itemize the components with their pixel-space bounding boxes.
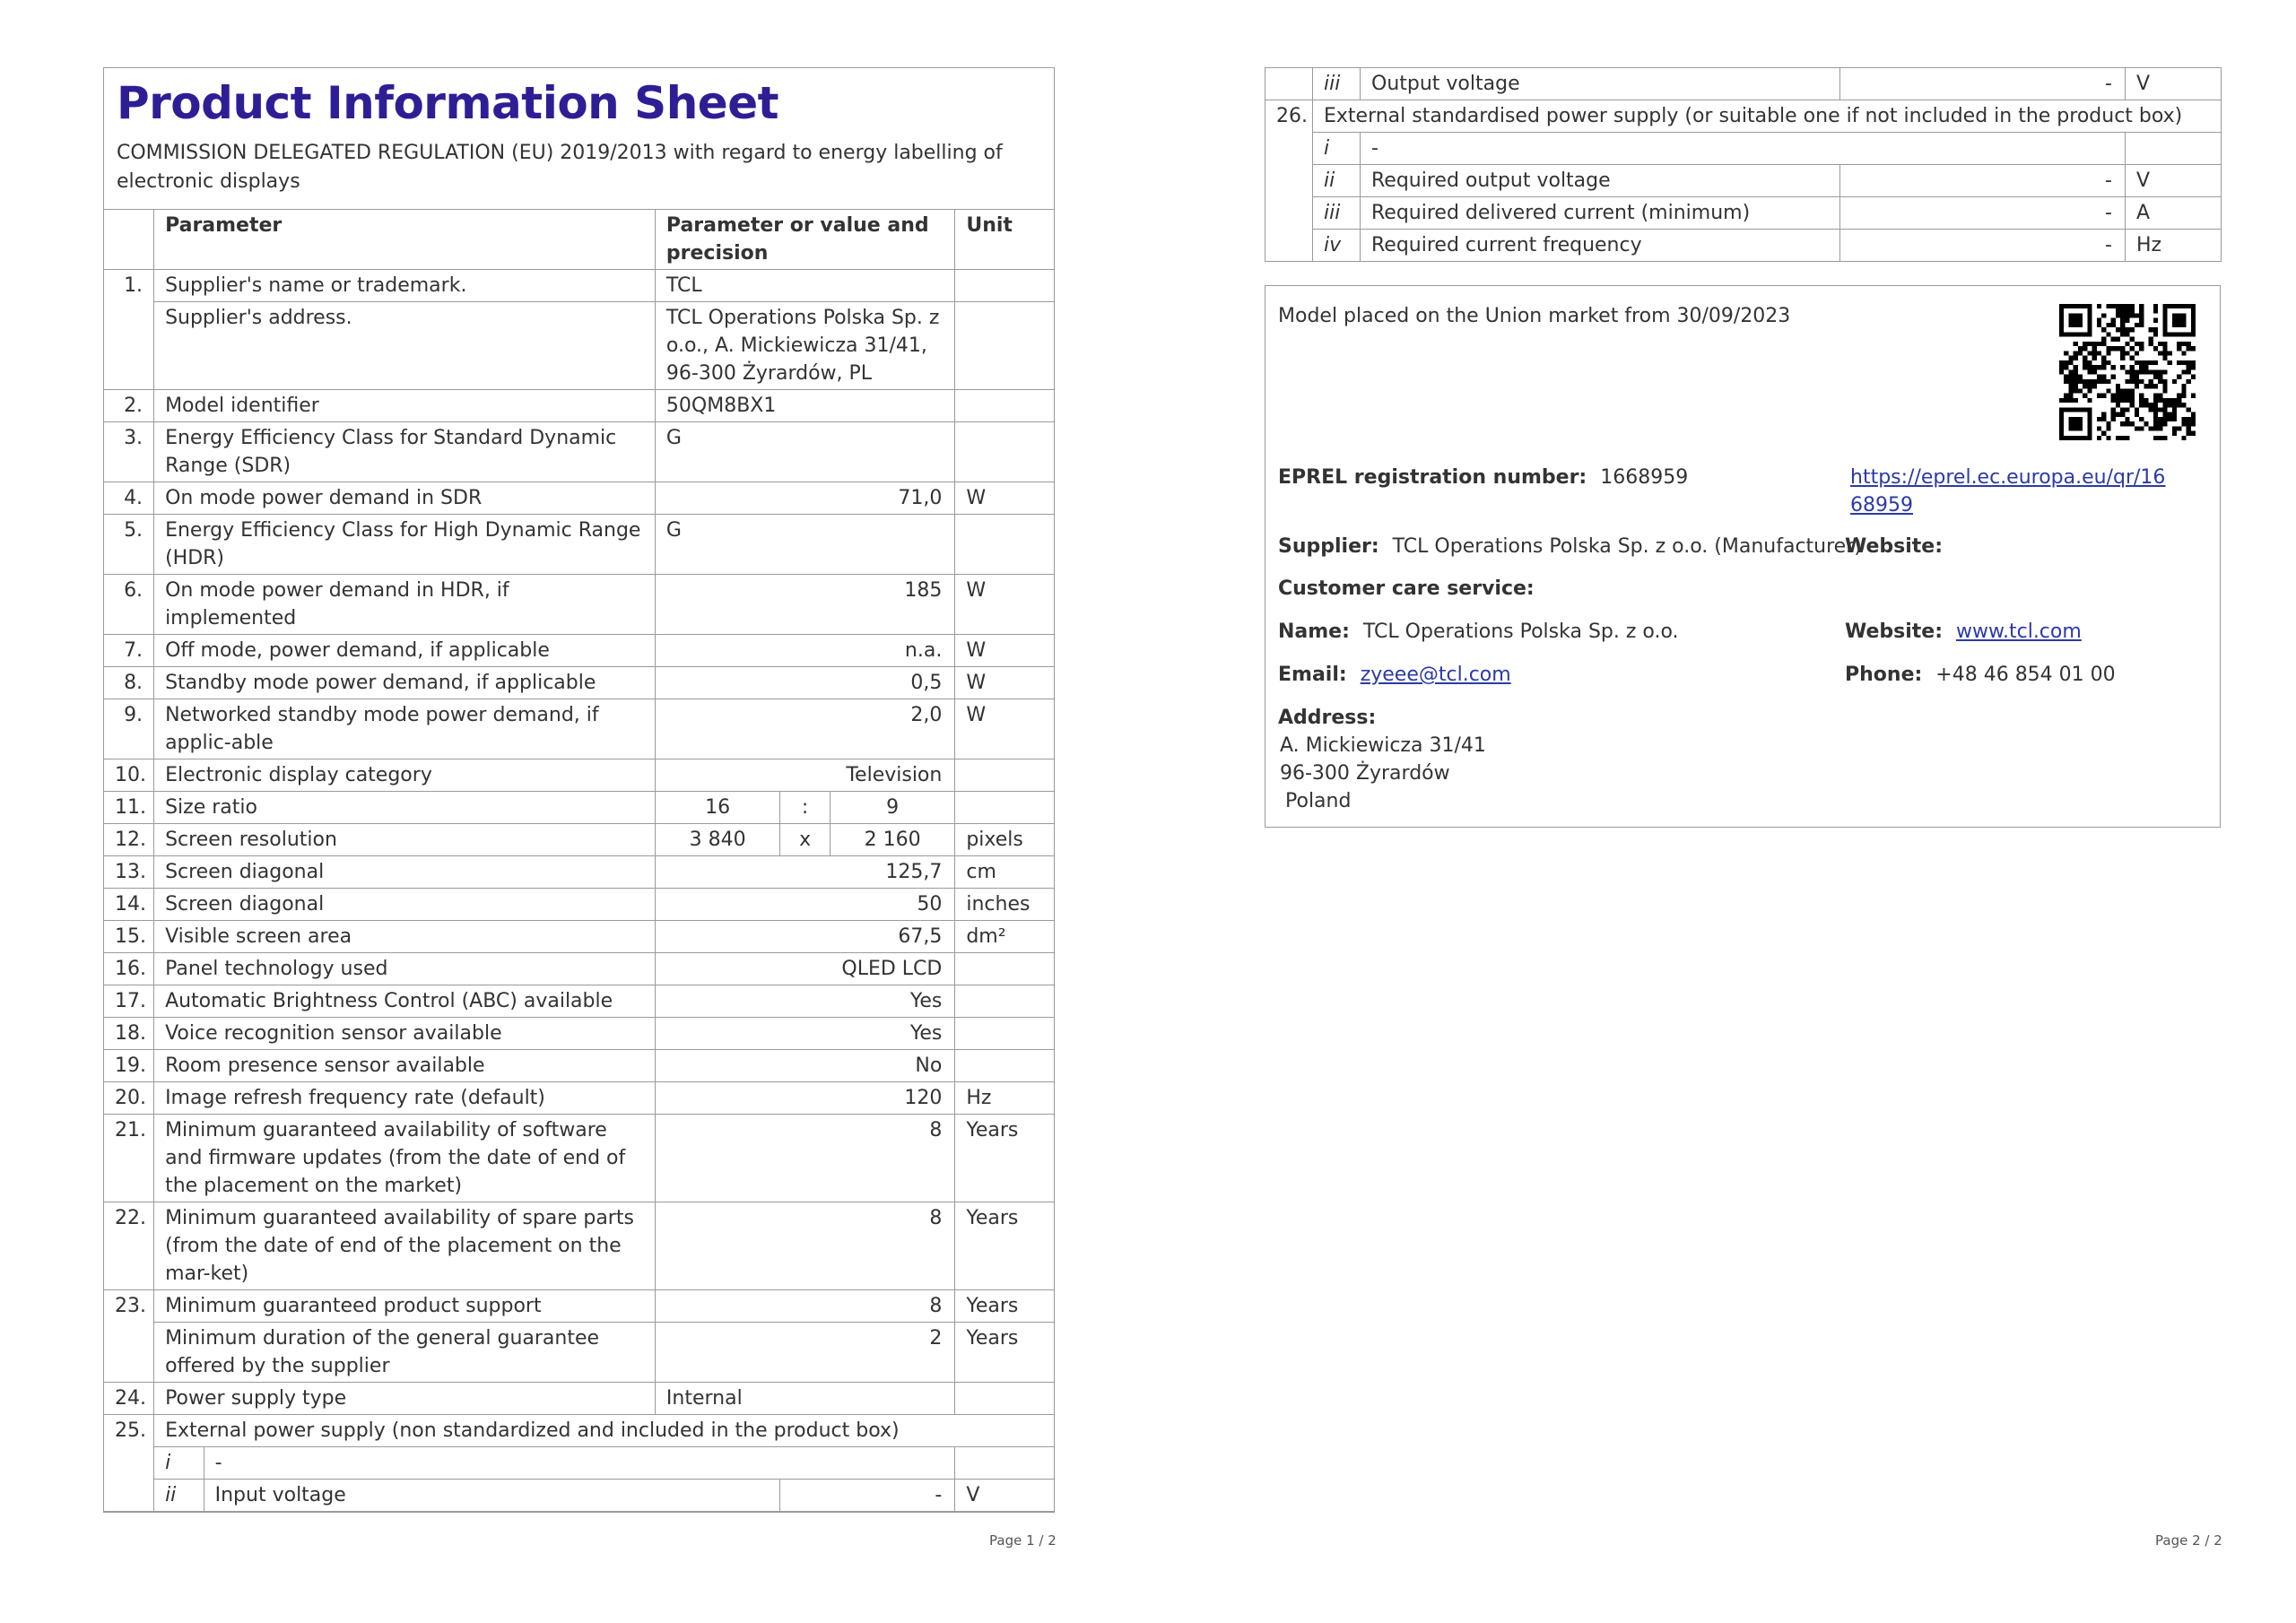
param-value: 2,0 [655, 699, 954, 759]
row-number: 22. [104, 1202, 154, 1289]
parameter-column-header: Parameter [154, 210, 656, 270]
sub-index: iii [1313, 197, 1361, 230]
param-unit: W [955, 482, 1054, 514]
row-number: 16. [104, 952, 154, 985]
table-row [104, 1017, 1054, 1049]
param-label: On mode power demand in SDR [154, 482, 656, 514]
row-number [104, 1322, 154, 1382]
email-link[interactable]: zyeee@tcl.com [1360, 664, 1511, 686]
param-unit [955, 514, 1054, 574]
param-value: TCL [655, 269, 954, 301]
param-value: QLED LCD [655, 952, 954, 985]
number-column-header [104, 210, 154, 270]
table-row [104, 888, 1054, 920]
eprel-info-box [1265, 285, 2221, 828]
sub-index: iii [1313, 68, 1361, 100]
table-row [104, 1479, 1054, 1511]
param-label: Minimum duration of the general guarantee offered by the supplier [154, 1322, 656, 1382]
param-unit [955, 421, 1054, 482]
param-label: Power supply type [154, 1382, 656, 1414]
market-date-text: Model placed on the Union market from 30/09/2023 [1278, 305, 1791, 327]
row-number: 12. [104, 823, 154, 855]
param-label: On mode power demand in HDR, if implemented [154, 574, 656, 634]
table-row [104, 1414, 1054, 1446]
row-number: 3. [104, 421, 154, 482]
qr-code-icon[interactable] [2059, 304, 2196, 440]
param-label: - [1361, 133, 2126, 165]
eprel-link[interactable] [1850, 464, 2191, 519]
param-label: Minimum guaranteed availability of spare parts (from the date of end of the placement on the mar-ket) [154, 1202, 656, 1289]
table-row [104, 920, 1054, 952]
care-website-link[interactable]: www.tcl.com [1956, 621, 2082, 643]
supply-table [1265, 67, 2222, 262]
row-number: 23. [104, 1289, 154, 1322]
param-value: Television [655, 759, 954, 791]
param-unit: V [2126, 68, 2222, 100]
param-unit: Years [955, 1114, 1054, 1202]
name-value: TCL Operations Polska Sp. z o.o. [1362, 621, 1679, 643]
param-label: Image refresh frequency rate (default) [154, 1081, 656, 1114]
param-value: - [1840, 165, 2126, 197]
param-value: No [655, 1049, 954, 1081]
param-label: Energy Efficiency Class for Standard Dynamic Range (SDR) [154, 421, 656, 482]
param-value: 2 [655, 1322, 954, 1382]
table-row [104, 1446, 1054, 1479]
table-row [1265, 230, 2222, 262]
row-number: 11. [104, 791, 154, 823]
row-number: 25. [104, 1414, 154, 1446]
table-row [104, 269, 1054, 301]
row-number: 20. [104, 1081, 154, 1114]
param-unit: W [955, 634, 1054, 666]
table-row [104, 634, 1054, 666]
param-unit: dm² [955, 920, 1054, 952]
address-line2: 96-300 Żyrardów [1280, 762, 1450, 785]
param-unit: pixels [955, 823, 1054, 855]
eprel-label: EPREL registration number: [1278, 466, 1587, 489]
param-value: Yes [655, 1017, 954, 1049]
param-value: - [1840, 197, 2126, 230]
param-label: Input voltage [204, 1479, 780, 1511]
table-row [104, 1114, 1054, 1202]
table-row [104, 301, 1054, 389]
param-unit: W [955, 666, 1054, 699]
param-label: Off mode, power demand, if applicable [154, 634, 656, 666]
table-row [104, 389, 1054, 421]
product-info-sheet [103, 67, 1055, 1513]
param-unit [955, 952, 1054, 985]
table-row [104, 699, 1054, 759]
param-value: 16 [655, 791, 779, 823]
param-value: - [780, 1479, 955, 1511]
row-number: 5. [104, 514, 154, 574]
email-label: Email: [1278, 664, 1347, 686]
table-row [1265, 165, 2222, 197]
param-label: External power supply (non standardized and included in the product box) [154, 1414, 1054, 1446]
param-value: 0,5 [655, 666, 954, 699]
name-label: Name: [1278, 621, 1350, 643]
param-value: 50QM8BX1 [655, 389, 954, 421]
param-unit [955, 301, 1054, 389]
param-unit [955, 791, 1054, 823]
param-unit: cm [955, 855, 1054, 888]
table-row [104, 482, 1054, 514]
param-value: 8 [655, 1202, 954, 1289]
param-label: Model identifier [154, 389, 656, 421]
table-cell [104, 1446, 154, 1479]
param-value: 9 [830, 791, 954, 823]
param-unit [955, 1382, 1054, 1414]
row-number: 8. [104, 666, 154, 699]
row-number: 26. [1265, 100, 1313, 133]
care-website-label: Website: [1845, 621, 1944, 643]
param-unit: A [2126, 197, 2222, 230]
param-label: Room presence sensor available [154, 1049, 656, 1081]
param-label: Required delivered current (minimum) [1361, 197, 1840, 230]
table-cell [104, 1479, 154, 1511]
param-label: Networked standby mode power demand, if applic-able [154, 699, 656, 759]
param-label: Supplier's name or trademark. [154, 269, 656, 301]
table-row [104, 1322, 1054, 1382]
param-value: 2 160 [830, 823, 954, 855]
sheet-header [104, 68, 1054, 210]
param-label: Voice recognition sensor available [154, 1017, 656, 1049]
param-unit: inches [955, 888, 1054, 920]
param-label: Required current frequency [1361, 230, 1840, 262]
param-label: Required output voltage [1361, 165, 1840, 197]
param-value: TCL Operations Polska Sp. z o.o., A. Mickiewicza 31/41, 96-300 Żyrardów, PL [655, 301, 954, 389]
address-line3: Poland [1285, 790, 1352, 812]
table-row [104, 952, 1054, 985]
param-unit: Years [955, 1322, 1054, 1382]
param-unit: Years [955, 1202, 1054, 1289]
regulation-subtitle: COMMISSION DELEGATED REGULATION (EU) 2019/2013 with regard to energy labelling of electronic displays [117, 141, 1003, 193]
table-row [104, 1202, 1054, 1289]
page-number: Page 1 / 2 [989, 1532, 1057, 1549]
param-label: External standardised power supply (or suitable one if not included in the product box) [1313, 100, 2222, 133]
table-row [104, 823, 1054, 855]
eprel-link-line2[interactable]: 68959 [1850, 494, 1913, 516]
param-label: Screen resolution [154, 823, 656, 855]
param-unit [955, 1049, 1054, 1081]
param-value: 120 [655, 1081, 954, 1114]
param-unit: V [2126, 165, 2222, 197]
param-value: Yes [655, 985, 954, 1017]
param-value: 3 840 [655, 823, 779, 855]
sub-index: iv [1313, 230, 1361, 262]
param-unit [955, 1017, 1054, 1049]
row-number: 19. [104, 1049, 154, 1081]
phone-label: Phone: [1845, 664, 1923, 686]
param-label: - [204, 1446, 955, 1479]
param-label: Energy Efficiency Class for High Dynamic Range (HDR) [154, 514, 656, 574]
row-number: 14. [104, 888, 154, 920]
row-number: 4. [104, 482, 154, 514]
param-unit: Years [955, 1289, 1054, 1322]
table-row [104, 421, 1054, 482]
separator: : [780, 791, 831, 823]
row-number: 13. [104, 855, 154, 888]
table-row [1265, 197, 2222, 230]
param-value: 125,7 [655, 855, 954, 888]
sub-index: ii [154, 1479, 204, 1511]
param-value: 8 [655, 1289, 954, 1322]
table-row [104, 1382, 1054, 1414]
row-number: 2. [104, 389, 154, 421]
param-unit [955, 1446, 1054, 1479]
separator: x [780, 823, 831, 855]
param-unit [955, 269, 1054, 301]
row-number: 15. [104, 920, 154, 952]
row-number: 21. [104, 1114, 154, 1202]
param-label: Visible screen area [154, 920, 656, 952]
table-row [104, 1081, 1054, 1114]
row-number [104, 301, 154, 389]
sub-index: i [1313, 133, 1361, 165]
table-row [104, 514, 1054, 574]
table-row [104, 791, 1054, 823]
table-row [104, 574, 1054, 634]
address-label: Address: [1278, 707, 1377, 729]
table-row [104, 759, 1054, 791]
param-unit: Hz [955, 1081, 1054, 1114]
param-value: 67,5 [655, 920, 954, 952]
param-label: Minimum guaranteed product support [154, 1289, 656, 1322]
table-row [1265, 68, 2222, 100]
param-value: 50 [655, 888, 954, 920]
address-line1: A. Mickiewicza 31/41 [1280, 734, 1486, 757]
param-label: Screen diagonal [154, 888, 656, 920]
eprel-number: 1668959 [1600, 466, 1689, 489]
param-value: G [655, 514, 954, 574]
table-row [104, 666, 1054, 699]
param-unit [955, 389, 1054, 421]
row-number: 7. [104, 634, 154, 666]
param-value: n.a. [655, 634, 954, 666]
param-label: Automatic Brightness Control (ABC) available [154, 985, 656, 1017]
unit-column-header: Unit [955, 210, 1054, 270]
customer-care-label: Customer care service: [1278, 577, 1535, 600]
table-row [1265, 100, 2222, 133]
parameter-table [104, 210, 1054, 1512]
supplier-value: TCL Operations Polska Sp. z o.o. (Manufacturer) [1392, 535, 1862, 558]
param-value: 71,0 [655, 482, 954, 514]
param-value: G [655, 421, 954, 482]
param-unit: W [955, 699, 1054, 759]
param-label: Minimum guaranteed availability of software and firmware updates (from the date of end of the placement on the market) [154, 1114, 656, 1202]
sub-index: i [154, 1446, 204, 1479]
table-row [104, 855, 1054, 888]
param-label: Panel technology used [154, 952, 656, 985]
param-value: 8 [655, 1114, 954, 1202]
supply-continuation [1265, 67, 2221, 262]
page-number: Page 2 / 2 [2155, 1532, 2222, 1549]
row-number: 6. [104, 574, 154, 634]
table-header-row [104, 210, 1054, 270]
phone-value: +48 46 854 01 00 [1935, 664, 2116, 686]
param-label: Output voltage [1361, 68, 1840, 100]
row-number: 9. [104, 699, 154, 759]
eprel-link-line1[interactable]: https://eprel.ec.europa.eu/qr/16 [1850, 466, 2166, 489]
table-row [104, 1049, 1054, 1081]
sub-index: ii [1313, 165, 1361, 197]
param-value: - [1840, 68, 2126, 100]
param-label: Electronic display category [154, 759, 656, 791]
table-row [1265, 133, 2222, 165]
param-label: Supplier's address. [154, 301, 656, 389]
row-number: 10. [104, 759, 154, 791]
param-unit: V [955, 1479, 1054, 1511]
supplier-label: Supplier: [1278, 535, 1379, 558]
param-label: Size ratio [154, 791, 656, 823]
row-number: 17. [104, 985, 154, 1017]
table-row [104, 985, 1054, 1017]
param-label: Standby mode power demand, if applicable [154, 666, 656, 699]
value-column-header: Parameter or value and precision [655, 210, 954, 270]
supplier-website-label: Website: [1845, 535, 1944, 558]
param-value: - [1840, 230, 2126, 262]
page-title: Product Information Sheet [117, 77, 779, 129]
row-number: 24. [104, 1382, 154, 1414]
param-label: Screen diagonal [154, 855, 656, 888]
param-unit: W [955, 574, 1054, 634]
param-value: Internal [655, 1382, 954, 1414]
param-unit: Hz [2126, 230, 2222, 262]
table-row [104, 1289, 1054, 1322]
param-value: 185 [655, 574, 954, 634]
param-unit [955, 759, 1054, 791]
row-number: 1. [104, 269, 154, 301]
row-number: 18. [104, 1017, 154, 1049]
param-unit [955, 985, 1054, 1017]
